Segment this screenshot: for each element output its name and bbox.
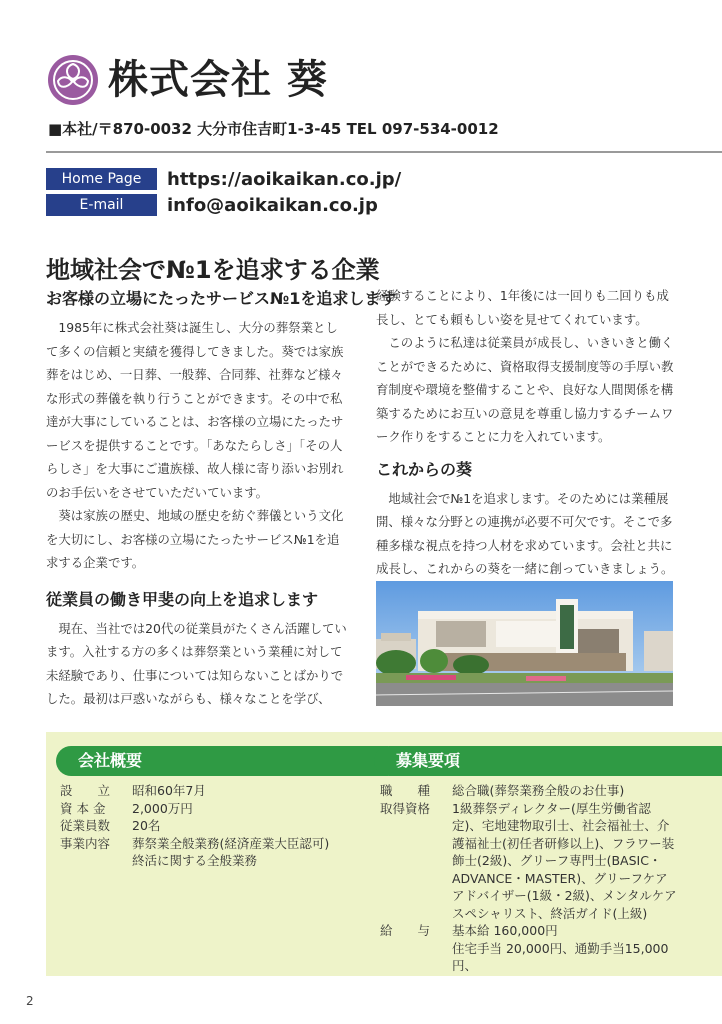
overview-key: 従業員数 (60, 818, 111, 833)
page-number: 2 (26, 994, 34, 1008)
homepage-row (46, 168, 401, 190)
recruit-key: 職 種 (380, 783, 431, 798)
homepage-link[interactable]: https://aoikaikan.co.jp/ (167, 168, 402, 190)
overview-value: 2,000万円 (132, 800, 193, 816)
overview-value: 終活に関する全般業務 (132, 853, 258, 868)
left-column (46, 288, 397, 711)
recruit-key: 取得資格 (380, 800, 431, 816)
recruit-table (380, 782, 680, 975)
paragraph-service-2: 葵は家族の歴史、地域の歴史を紡ぐ葬儀という文化を大切にし、お客様の立場にたったサービス№1を追求する企業です。 (46, 508, 344, 570)
paragraph-future-1: 地域社会で№1を追求します。そのためには業種展開、様々な分野との連携が必要不可欠です。そこで多種多様な視点を持つ人材を求めています。会社と共に成長し、これからの葵を一緒に創っていきましょう。 (376, 490, 674, 576)
recruit-value: 基本給 160,000円 (452, 923, 558, 938)
overview-heading: 会社概要 (56, 746, 388, 776)
paragraph-employees-1: 現在、当社では20代の従業員がたくさん活躍しています。入社する方の多くは葬祭業という業種に対して未経験であり、仕事については知らないことばかりでした。最初は戸惑いながらも、様々なことを学び、 (46, 620, 347, 706)
overview-row (60, 800, 360, 818)
overview-key (60, 852, 132, 870)
company-header (48, 52, 328, 108)
recruit-value: 総合職(葬祭業務全般のお仕事) (452, 783, 625, 798)
recruit-row (380, 922, 680, 940)
info-panel (46, 732, 722, 976)
recruit-row (380, 940, 680, 975)
recruit-heading: 募集要項 (374, 746, 722, 776)
recruit-key (380, 940, 452, 975)
section-title-employees: 従業員の働き甲斐の向上を追求します (46, 589, 319, 609)
company-name: 株式会社 葵 (108, 57, 328, 103)
building-photo (376, 581, 673, 706)
section-title-future: これからの葵 (376, 459, 473, 479)
homepage-label: Home Page (46, 168, 157, 190)
overview-table (60, 782, 360, 870)
paragraph-service-1: 1985年に株式会社葵は誕生し、大分の葬祭業として多くの信頼と実績を獲得してきました。葵では家族葬をはじめ、一日葬、一般葬、合同葬、社葬など様々な形式の葬儀を執り行うことができます。その中で私達が大事にしていることは、お客様の立場にたったサービスを提供することです。「あなたらしさ」「その人らしさ」を大事にご遺族様、故人様に寄り添いお別れのお手伝いをさせていただいています。 (46, 320, 344, 500)
header-divider (46, 151, 722, 153)
recruit-value: 住宅手当 20,000円、通勤手当15,000円、 (452, 940, 669, 973)
recruit-row (380, 800, 680, 923)
email-link[interactable]: info@aoikaikan.co.jp (167, 194, 378, 216)
overview-key: 資 本 金 (60, 800, 106, 816)
right-column (376, 284, 676, 581)
recruit-key: 給 与 (380, 923, 431, 938)
overview-row (60, 782, 360, 800)
recruit-value: 1級葬祭ディレクター(厚生労働省認定)、宅地建物取引士、社会福祉士、介護福祉士(初任者研修以上)、フラワー装飾士(2級)、グリーフ専門士(BASIC・ADVANCE・MASTER)、グリーフケアアドバイザー(1級・2級)、メンタルケアスペシャリスト、終活ガイド(上級) (452, 800, 677, 921)
overview-row (60, 852, 360, 870)
overview-value: 20名 (132, 818, 161, 833)
email-label: E-mail (46, 194, 157, 216)
page-headline: 地域社会で№1を追求する企業 (46, 256, 380, 284)
overview-row (60, 835, 360, 853)
recruit-row (380, 782, 680, 800)
email-row (46, 194, 378, 216)
paragraph-employees-2: このように私達は従業員が成長し、いきいきと働くことができるために、資格取得支援制度等の手厚い教育制度や環境を整備することや、良好な人間関係を構築するためにお互いの意見を尊重し協力するチームワーク作りをすることに力を入れています。 (376, 335, 674, 444)
section-title-service: お客様の立場にたったサービス№1を追求します (46, 289, 397, 308)
overview-key: 設 立 (60, 783, 111, 798)
overview-row (60, 817, 360, 835)
hollyhock-crest-icon (48, 55, 98, 105)
overview-value: 昭和60年7月 (132, 783, 206, 798)
overview-value: 葬祭業全般業務(経済産業大臣認可) (132, 835, 330, 851)
paragraph-employees-cont: 経験することにより、1年後には一回りも二回りも成長し、とても頼もしい姿を見せてくれています。 (376, 288, 669, 327)
overview-key: 事業内容 (60, 835, 111, 851)
company-address: ■本社/〒870-0032 大分市住吉町1-3-45 TEL 097-534-0012 (48, 120, 499, 138)
